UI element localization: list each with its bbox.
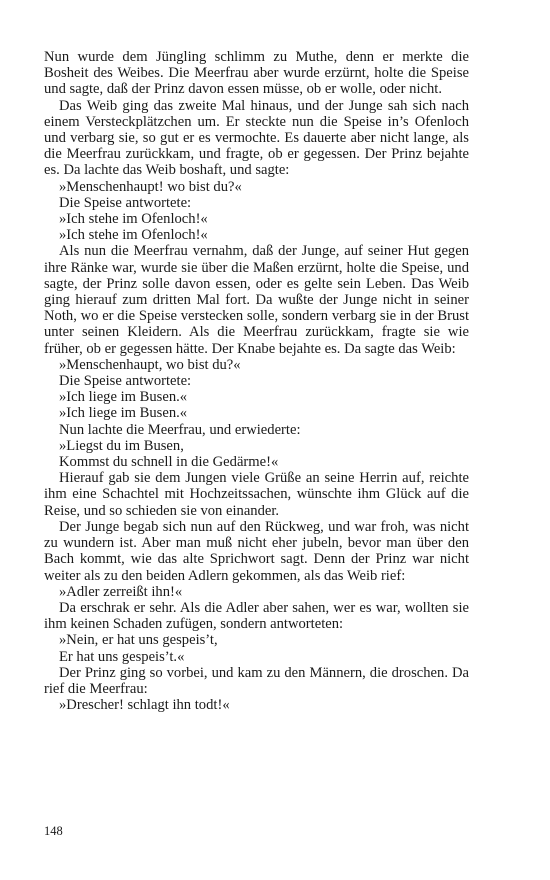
verse-line: Er hat uns gespeis’t.« (59, 648, 185, 665)
verse-line: Die Speise antwortete: (59, 373, 192, 390)
verse-line: »Ich liege im Busen.« (59, 389, 188, 406)
paragraph: Als nun die Meerfrau vernahm, daß der Junge, auf seiner Hut gegen ihre Ränke war, wurde sie über die Maßen erzürnt, holte die Speise, und sagte, der Prinz solle davon essen, oder es gelte sein Leben. Das Weib ging hierauf zum dritten Mal fort. Da wußte der Junge nicht in seiner Noth, wo er die Speise verstecken solle, sondern verbarg sie in der Brust unter seinen Kleidern. Als die Meerfrau zurückkam, fragte sie wie früher, ob er gegessen hätte. Der Knabe bejahte es. Da sagte das Weib: (44, 243, 469, 357)
verse-line: Kommst du schnell in die Gedärme!« (59, 454, 279, 471)
paragraph: Da erschrak er sehr. Als die Adler aber sahen, wer es war, wollten sie ihm keinen Schaden zufügen, sondern antworteten: (44, 599, 469, 633)
page-text (44, 49, 469, 713)
verse-line: »Menschenhaupt! wo bist du?« (59, 178, 242, 195)
verse-line: »Nein, er hat uns gespeis’t, (59, 632, 218, 649)
verse-line: »Drescher! schlagt ihn todt!« (59, 697, 230, 714)
verse-line: »Ich stehe im Ofenloch!« (59, 211, 208, 228)
paragraph: Nun wurde dem Jüngling schlimm zu Muthe, denn er merkte die Bosheit des Weibes. Die Meerfrau aber wurde erzürnt, holte die Speise und sagte, daß der Prinz davon essen müsse, ob er wolle, oder nicht. (44, 49, 469, 98)
paragraph: Hierauf gab sie dem Jungen viele Grüße an seine Herrin auf, reichte ihm eine Schachtel mit Hochzeitssachen, wünschte ihm Glück auf die Reise, und so schieden sie von einander. (44, 470, 469, 519)
verse-line: Nun lachte die Meerfrau, und erwiederte: (59, 421, 301, 438)
verse-line: »Liegst du im Busen, (59, 437, 184, 454)
page-number: 148 (44, 824, 63, 838)
paragraph: Der Prinz ging so vorbei, und kam zu den Männern, die droschen. Da rief die Meerfrau: (44, 664, 469, 697)
verse-line: »Adler zerreißt ihn!« (59, 583, 183, 600)
verse-line: »Menschenhaupt, wo bist du?« (59, 356, 241, 373)
paragraph: Der Junge begab sich nun auf den Rückweg, und war froh, was nicht zu wundern ist. Aber man muß nicht eher jubeln, bevor man über den Bach kommt, wie das alte Sprichwort sagt. Denn der Prinz war nicht weiter als zu den beiden Adlern gekommen, als das Weib rief: (44, 518, 469, 584)
verse-line: »Ich stehe im Ofenloch!« (59, 227, 208, 244)
verse-line: Die Speise antwortete: (59, 194, 192, 211)
paragraph: Das Weib ging das zweite Mal hinaus, und der Junge sah sich nach einem Versteckplätzchen um. Er steckte nun die Speise in’s Ofenloch und verbarg sie, so gut er es vermochte. Es dauerte aber nicht lange, als die Meerfrau zurückkam, und fragte, ob er gegessen. Der Prinz bejahte es. Da lachte das Weib boshaft, und sagte: (44, 97, 469, 179)
verse-line: »Ich liege im Busen.« (59, 405, 188, 422)
